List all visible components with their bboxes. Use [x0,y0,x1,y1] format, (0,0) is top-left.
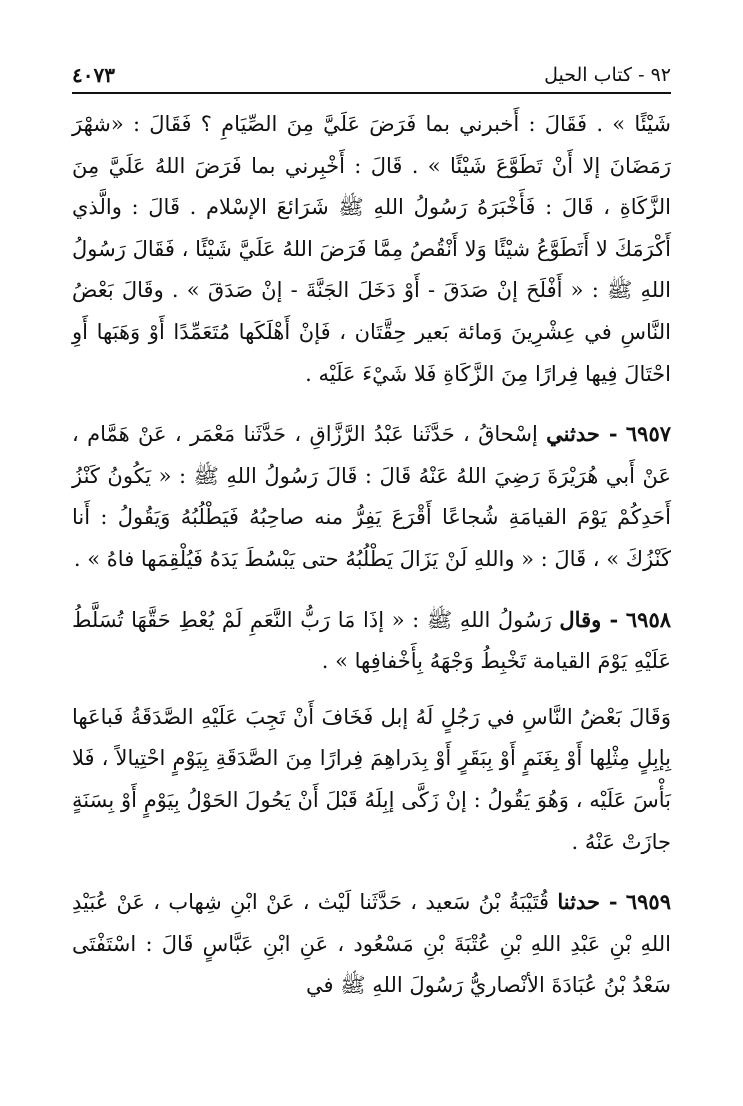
running-header [72,58,671,94]
hadith-lead: حدثنا [557,889,600,915]
page-number: ٤٠٧٣ [72,63,115,87]
paragraph-text: شَيْئًا » . فَقَالَ : أَخبرني بما فَرَضَ عَلَيَّ مِنَ الصِّيَامِ ؟ فَقَالَ : «شهْرَ رَمَضَانَ إلا أَنْ تَطَوَّعَ شَيْئًا » . قَالَ : أَخْبِرني بما فَرَضَ اللهُ عَلَيَّ مِنَ الزَّكَاةِ ، قَالَ : فَأَخْبَرَهُ رَسُولُ اللهِ ﷺ شَرَائعَ الإسْلام . قَالَ : والَّذي أَكْرَمَكَ لا أَتَطَوَّعُ شيْئًا وَلا أَنْقُصُ مِمَّا فَرَضَ اللهُ عَلَيَّ شَيْئًا ، فَقَالَ رَسُولُ اللهِ ﷺ : « أَفْلَحَ إنْ صَدَقَ - أَوْ دَخَلَ الجَنَّةَ - إنْ صَدَقَ » . وقَالَ بَعْضُ النَّاسِ في عِشْرِينَ وَمائة بَعير حِقَّتَان ، فَإنْ أَهْلَكَها مُتَعَمِّدًا أَوْ وَهَبَها أَوِ احْتَالَ فِيها فِرارًا مِنَ الزَّكَاةِ فَلا شَيْءَ عَلَيْه . [72,112,671,386]
hadith-text: قُتَيْبَةُ بْنُ سَعيد ، حَدَّثَنا لَيْث ، عَنْ ابْنِ شِهاب ، عَنْ عُبَيْدِ اللهِ بْنِ عَبْدِ اللهِ بْنِ عُتْبَةَ بْنِ مَسْعُود ، عَنِ ابْنِ عَبَّاسٍ قَالَ : اسْتَفْتَى سَعْدُ بْنُ عُبَادَةَ الأنْصاريُّ رَسُولَ اللهِ ﷺ في [72,890,671,998]
hadith-text: إسْحاقُ ، حَدَّثَنا عَبْدُ الرَّزَّاقِ ، حَدَّثَنا مَعْمَر ، عَنْ هَمَّام ، عَنْ أَبي هُرَيْرَةَ رَضِيَ اللهُ عَنْهُ قَالَ : قَالَ رَسُولُ اللهِ ﷺ : « يَكُونُ كَنْزُ أَحَدِكُمْ يَوْمَ القيامَةِ شُجاعًا أَقْرَعَ يَفِرُّ منه صاحِبُهُ فَيَطْلُبُهُ وَيَقُولُ : أَنا كَنْزُكَ » ، قَالَ : « واللهِ لَنْ يَزَالَ يَطْلُبُهُ حتى يَبْسُطَ يَدَهُ فَيُلْقِمَها فاهُ » . [72,422,671,571]
hadith-number: ٦٩٥٨ [625,606,672,632]
paragraph [72,104,671,395]
hadith-number: ٦٩٥٩ [625,889,671,915]
paragraph-text: وَقَالَ بَعْضُ النَّاسِ في رَجُلٍ لَهُ إبل فَخَافَ أَنْ تَجِبَ عَلَيْهِ الصَّدَقَةُ فَباعَها بِإبِلٍ مِثْلِها أَوْ بِغَنَمٍ أَوْ بِبَقَرٍ أَوْ بِدَراهِمَ فِرارًا مِنَ الصَّدَقَةِ بِيَوْمٍ احْتِيالاً ، فَلا بَأْسَ عَلَيْه ، وَهُوَ يَقُولُ : إنْ زَكَّى إبِلَهُ قَبْلَ أَنْ يَحُولَ الحَوْلُ بِيَوْمٍ أَوْ بِسَنَةٍ جازَتْ عَنْهُ . [72,704,671,854]
hadith-text: رَسُولُ اللهِ ﷺ : « إذَا مَا رَبُّ النَّعَمِ لَمْ يُعْطِ حَقَّهَا تُسَلَّطُ عَلَيْهِ يَوْمَ القيامة تَخْبِطُ وَجْهَهُ بِأَخْفافِها » . [72,607,671,674]
hadith-6958: ٦٩٥٨ - وقال رَسُولُ اللهِ ﷺ : « إذَا مَا رَبُّ النَّعَمِ لَمْ يُعْطِ حَقَّهَا تُسَلَّطُ عَلَيْهِ يَوْمَ القيامة تَخْبِطُ وَجْهَهُ بِأَخْفافِها » . [72,606,672,674]
hadith-number: ٦٩٥٧ [625,421,672,447]
hadith-6959: ٦٩٥٩ - حدثنا قُتَيْبَةُ بْنُ سَعيد ، حَدَّثَنا لَيْث ، عَنْ ابْنِ شِهاب ، عَنْ عُبَيْدِ اللهِ بْنِ عَبْدِ اللهِ بْنِ عُتْبَةَ بْنِ مَسْعُود ، عَنِ ابْنِ عَبَّاسٍ قَالَ : اسْتَفْتَى سَعْدُ بْنُ عُبَادَةَ الأنْصاريُّ رَسُولَ اللهِ ﷺ في [72,889,671,998]
chapter-title: ٩٢ - كتاب الحيل [544,64,671,86]
hadith-lead: حدثني [546,421,600,447]
body-text [72,104,671,1025]
paragraph [72,697,671,863]
hadith-6957: ٦٩٥٧ - حدثني إسْحاقُ ، حَدَّثَنا عَبْدُ الرَّزَّاقِ ، حَدَّثَنا مَعْمَر ، عَنْ هَمَّام ، عَنْ أَبي هُرَيْرَةَ رَضِيَ اللهُ عَنْهُ قَالَ : قَالَ رَسُولُ اللهِ ﷺ : « يَكُونُ كَنْزُ أَحَدِكُمْ يَوْمَ القيامَةِ شُجاعًا أَقْرَعَ يَفِرُّ منه صاحِبُهُ فَيَطْلُبُهُ وَيَقُولُ : أَنا كَنْزُكَ » ، قَالَ : « واللهِ لَنْ يَزَالَ يَطْلُبُهُ حتى يَبْسُطَ يَدَهُ فَيُلْقِمَها فاهُ » . [72,421,672,571]
hadith-lead: وقال [559,606,602,632]
